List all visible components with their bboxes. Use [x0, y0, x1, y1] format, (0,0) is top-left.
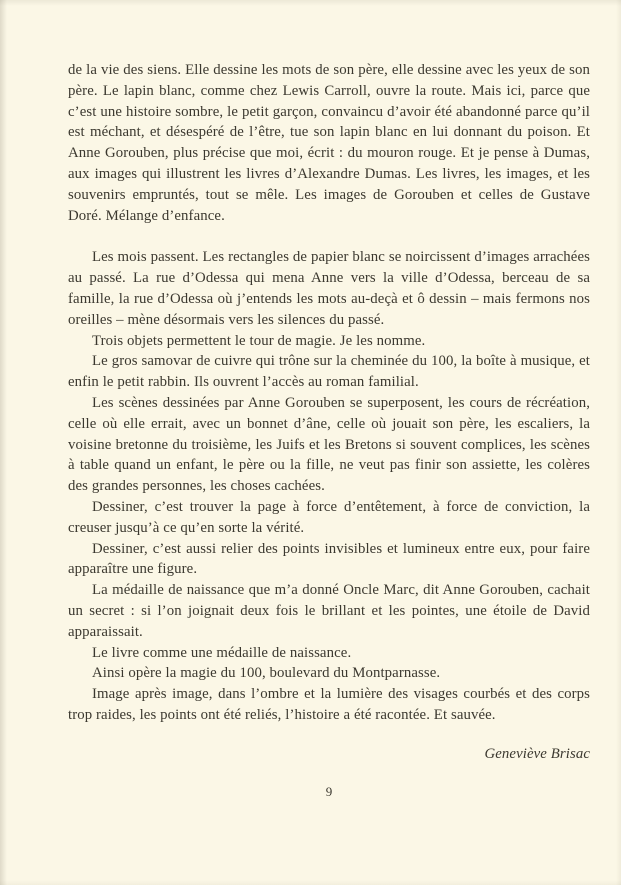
page-number: 9 [325, 784, 333, 799]
paragraph: Les mois passent. Les rectangles de papier blanc se noircissent d’images arrachées au passé. La rue d’Odessa qui mena Anne vers la ville d’Odessa, berceau de sa famille, la rue d’Odessa où j’entends les mots au-deçà et ô dessin – mais fermons nos oreilles – mène désormais vers les silences du passé. [68, 249, 590, 328]
body-text [68, 60, 590, 726]
author-signature: Geneviève Brisac [484, 745, 590, 762]
paragraph: de la vie des siens. Elle dessine les mots de son père, elle dessine avec les yeux de son père. Le lapin blanc, comme chez Lewis Carroll, ouvre la route. Mais ici, parce que c’est une histoire sombre, le petit garçon, convaincu d’avoir été abandonné parce qu’il est méchant, et désespéré de l’être, tue son lapin blanc en lui donnant du poison. Et Anne Gorouben, plus précise que moi, écrit : du mouron rouge. Et je pense à Dumas, aux images qui illustrent les livres d’Alexandre Dumas. Les livres, les images, et les souvenirs empruntés, tout se mêle. Les images de Gorouben et celles de Gustave Doré. Mélange d’enfance. [68, 62, 590, 224]
paragraph: Image après image, dans l’ombre et la lumière des visages courbés et des corps trop raides, les points ont été reliés, l’histoire a été racontée. Et sauvée. [68, 686, 590, 723]
paragraph: La médaille de naissance que m’a donné Oncle Marc, dit Anne Gorouben, cachait un secret : si l’on joignait deux fois le brillant et les pointes, une étoile de David apparaissait. [68, 582, 590, 640]
paragraph: Dessiner, c’est aussi relier des points invisibles et lumineux entre eux, pour faire apparaître une figure. [68, 540, 590, 578]
paragraph: Les scènes dessinées par Anne Gorouben se superposent, les cours de récréation, celle où elle errait, avec un bonnet d’âne, celle où jouait son père, les escaliers, la voisine bretonne du troisième, les Juifs et les Bretons si souvent complices, les scènes à table quand un enfant, le père ou la fille, ne veut pas finir son assiette, les colères des grandes personnes, les choses cachées. [68, 394, 590, 495]
paragraph: Trois objets permettent le tour de magie. Je les nomme. [92, 332, 426, 349]
paragraph: Le gros samovar de cuivre qui trône sur la cheminée du 100, la boîte à musique, et enfin le petit rabbin. Ils ouvrent l’accès au roman familial. [68, 353, 590, 391]
paragraph: Dessiner, c’est trouver la page à force d’entêtement, à force de conviction, la creuser jusqu’à ce qu’en sorte la vérité. [68, 498, 590, 536]
paragraph: Le livre comme une médaille de naissance. [92, 644, 352, 661]
paragraph: Ainsi opère la magie du 100, boulevard du Montparnasse. [92, 665, 441, 682]
text-block [68, 60, 590, 765]
